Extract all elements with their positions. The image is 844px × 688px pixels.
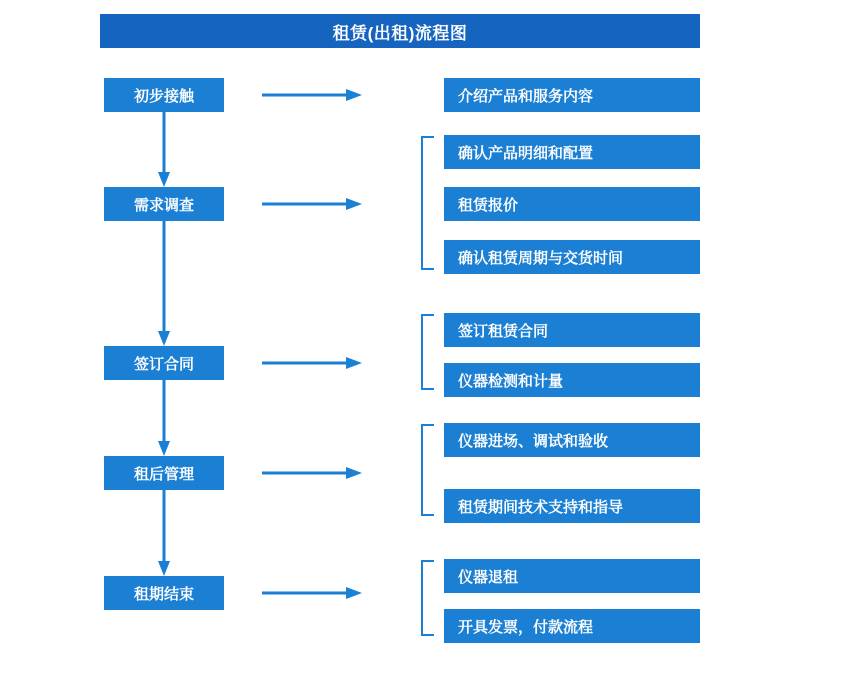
detail-label-1: 介绍产品和服务内容 xyxy=(458,87,594,105)
stage-label-3: 签订合同 xyxy=(133,355,194,373)
diagram-title: 租赁(出租)流程图 xyxy=(100,14,700,48)
detail-box-5[interactable] xyxy=(444,313,700,347)
horizontal-arrow-1 xyxy=(262,89,362,101)
vertical-arrow-4-5 xyxy=(158,490,170,576)
detail-box-6[interactable] xyxy=(444,363,700,397)
group-bracket-2 xyxy=(418,136,434,270)
stage-box-3[interactable] xyxy=(104,346,224,380)
stage-label-4: 租后管理 xyxy=(133,465,194,483)
detail-label-4: 确认租赁周期与交货时间 xyxy=(458,249,624,267)
stage-label-2: 需求调查 xyxy=(133,196,194,214)
detail-box-7[interactable] xyxy=(444,423,700,457)
horizontal-arrow-5 xyxy=(262,587,362,599)
detail-label-5: 签订租赁合同 xyxy=(458,322,549,340)
horizontal-arrow-2 xyxy=(262,198,362,210)
detail-box-3[interactable] xyxy=(444,187,700,221)
detail-box-10[interactable] xyxy=(444,609,700,643)
detail-label-2: 确认产品明细和配置 xyxy=(458,144,594,162)
vertical-arrow-3-4 xyxy=(158,380,170,456)
detail-label-6: 仪器检测和计量 xyxy=(458,372,564,390)
detail-label-8: 租赁期间技术支持和指导 xyxy=(458,498,624,516)
detail-box-4[interactable] xyxy=(444,240,700,274)
stage-label-5: 租期结束 xyxy=(133,585,194,603)
vertical-arrow-2-3 xyxy=(158,221,170,346)
detail-box-2[interactable] xyxy=(444,135,700,169)
stage-box-1[interactable] xyxy=(104,78,224,112)
stage-box-2[interactable] xyxy=(104,187,224,221)
stage-label-1: 初步接触 xyxy=(133,87,194,105)
detail-label-10: 开具发票，付款流程 xyxy=(458,618,594,636)
group-bracket-3 xyxy=(418,314,434,390)
group-bracket-4 xyxy=(418,424,434,516)
group-bracket-5 xyxy=(418,560,434,636)
detail-box-8[interactable] xyxy=(444,489,700,523)
detail-label-3: 租赁报价 xyxy=(458,196,519,214)
stage-box-5[interactable] xyxy=(104,576,224,610)
detail-label-7: 仪器进场、调试和验收 xyxy=(458,432,609,450)
stage-box-4[interactable] xyxy=(104,456,224,490)
detail-box-9[interactable] xyxy=(444,559,700,593)
horizontal-arrow-3 xyxy=(262,357,362,369)
detail-label-9: 仪器退租 xyxy=(458,568,519,586)
detail-box-1[interactable] xyxy=(444,78,700,112)
vertical-arrow-1-2 xyxy=(158,112,170,187)
horizontal-arrow-4 xyxy=(262,467,362,479)
